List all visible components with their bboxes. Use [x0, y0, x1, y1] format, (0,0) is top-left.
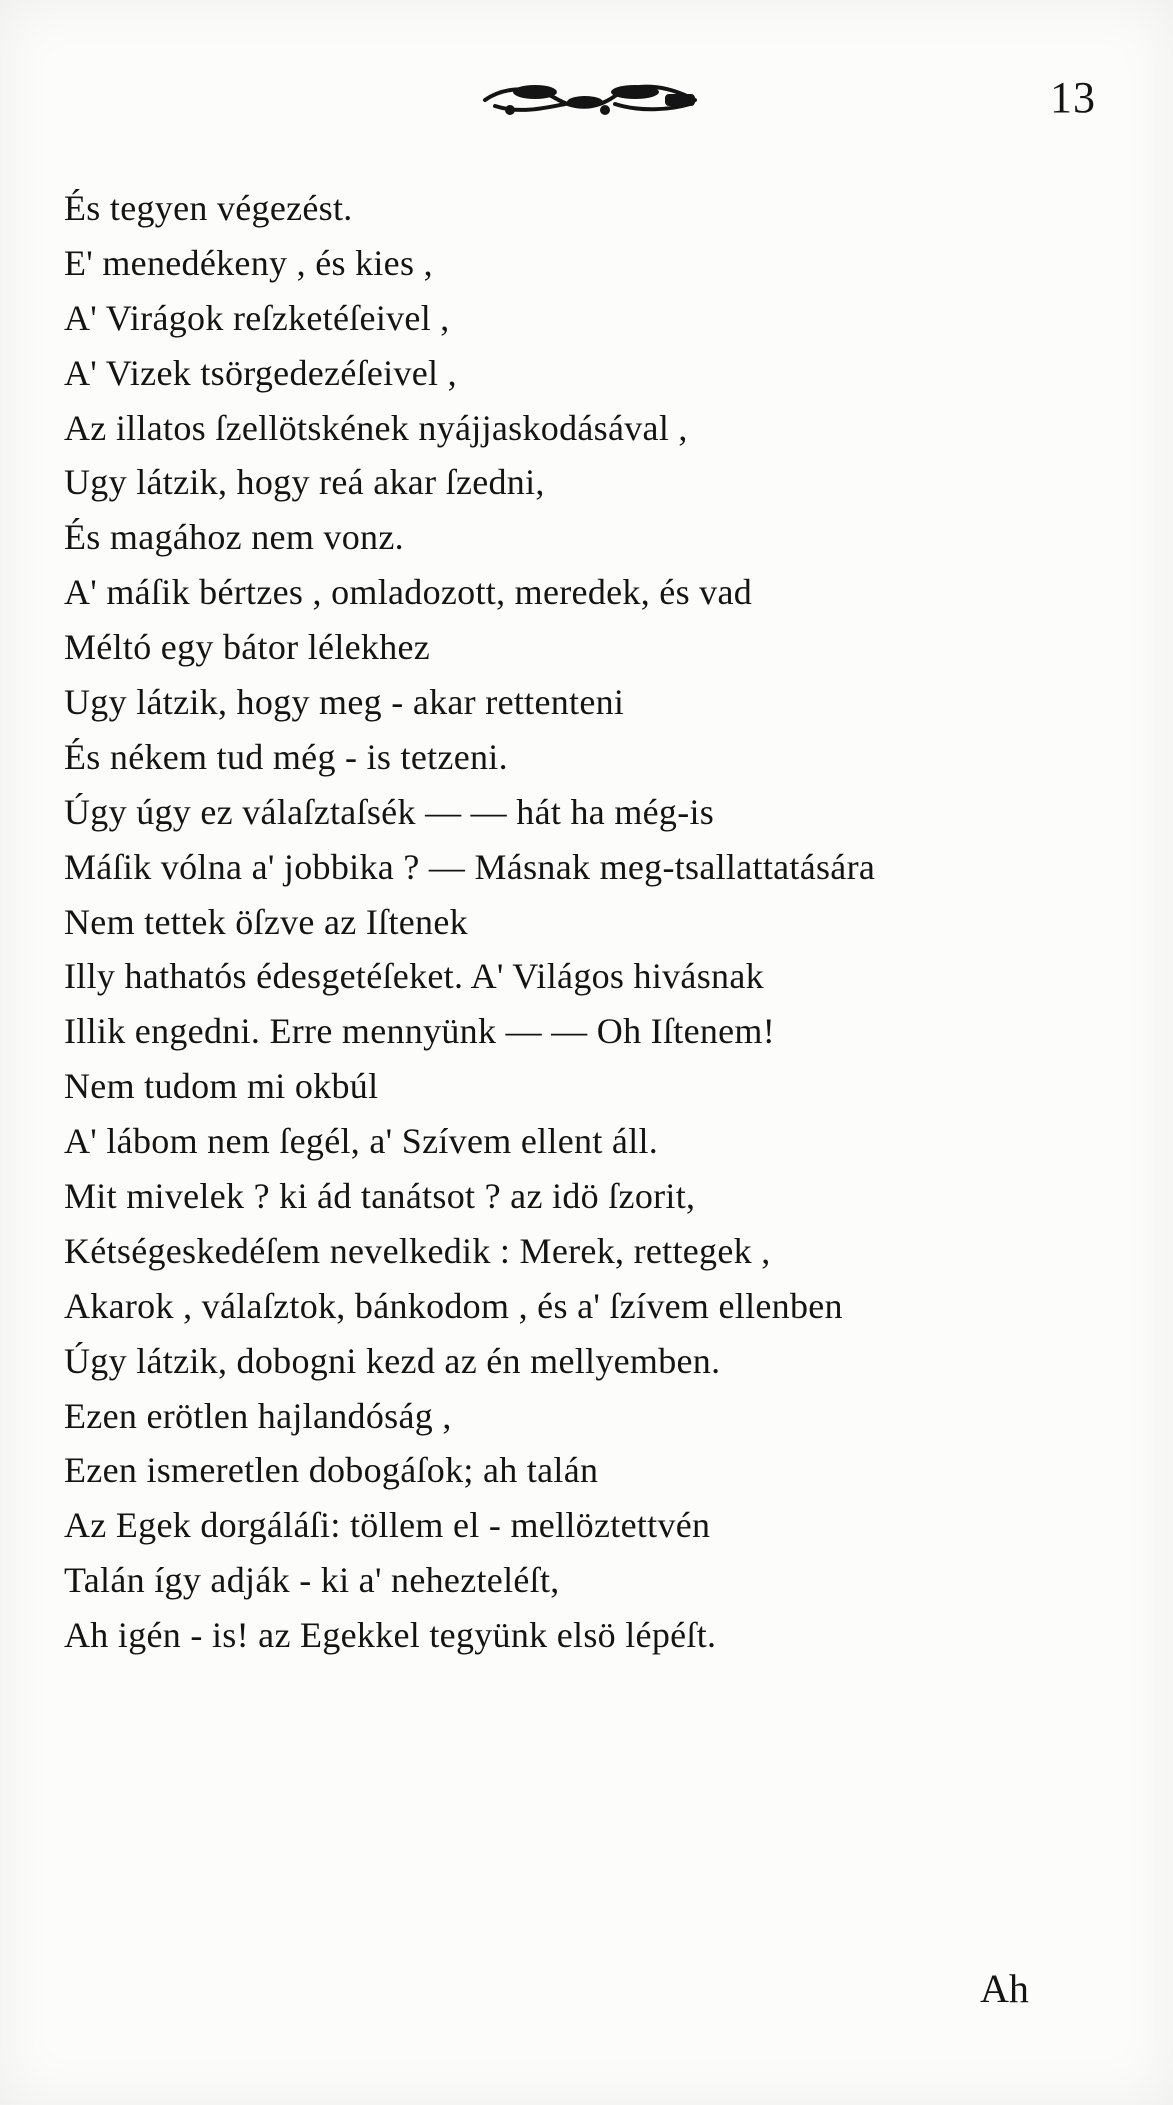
text-line: Ezen erötlen hajlandóság , [64, 1395, 452, 1436]
decorative-scroll-ornament-icon [475, 78, 705, 118]
text-line: Ah igén - is! az Egekkel tegyünk elsö lépéſt. [64, 1615, 717, 1656]
text-line: Méltó egy bátor lélekhez [64, 627, 431, 668]
text-line: És tegyen végezést. [64, 188, 353, 228]
text-line: A' Vizek tsörgedezéſeivel , [64, 352, 457, 393]
text-line: Talán így adják - ki a' nehezteléſt, [64, 1560, 560, 1601]
text-line: A' máſik bértzes , omladozott, meredek, és vad [64, 572, 753, 613]
page-number: 13 [1050, 73, 1096, 122]
catchword: Ah [980, 1966, 1029, 2011]
text-line: És nékem tud még - is tetzeni. [64, 736, 508, 777]
text-line: Kétségeskedéſem nevelkedik : Merek, rettegek , [64, 1230, 771, 1271]
text-line: Ugy látzik, hogy meg - akar rettenteni [64, 682, 625, 723]
text-line: Máſik vólna a' jobbika ? — Másnak meg-tsallattatására [64, 846, 876, 887]
text-line: Az illatos ſzellötskének nyájjaskodásával , [64, 407, 688, 448]
text-line: Nem tettek öſzve az Iſtenek [64, 901, 468, 942]
text-line: A' lábom nem ſegél, a' Szívem ellent áll. [64, 1121, 659, 1162]
text-line: Úgy látzik, dobogni kezd az én mellyemben. [64, 1340, 721, 1381]
text-line: Ugy látzik, hogy reá akar ſzedni, [64, 462, 545, 503]
text-line: Akarok , válaſztok, bánkodom , és a' ſzívem ellenben [64, 1285, 843, 1326]
text-line: Nem tudom mi okbúl [64, 1066, 379, 1107]
text-line: Úgy úgy ez válaſztaſsék — — hát ha még-is [64, 791, 715, 832]
text-line: A' Virágok reſzketéſeivel , [64, 297, 450, 338]
text-line: És magához nem vonz. [64, 517, 404, 558]
text-line: Illik engedni. Erre mennyünk — — Oh Iſtenem! [64, 1011, 776, 1052]
text-line: Az Egek dorgáláſi: töllem el - mellöztettvén [64, 1505, 711, 1546]
poem-text [64, 181, 1124, 1663]
text-line: Ezen ismeretlen dobogáſok; ah talán [64, 1450, 599, 1491]
text-line: Illy hathatós édesgetéſeket. A' Világos hivásnak [64, 956, 764, 997]
text-line: Mit mivelek ? ki ád tanátsot ? az idö ſzorit, [64, 1176, 696, 1217]
text-line: E' menedékeny , és kies , [64, 242, 433, 283]
